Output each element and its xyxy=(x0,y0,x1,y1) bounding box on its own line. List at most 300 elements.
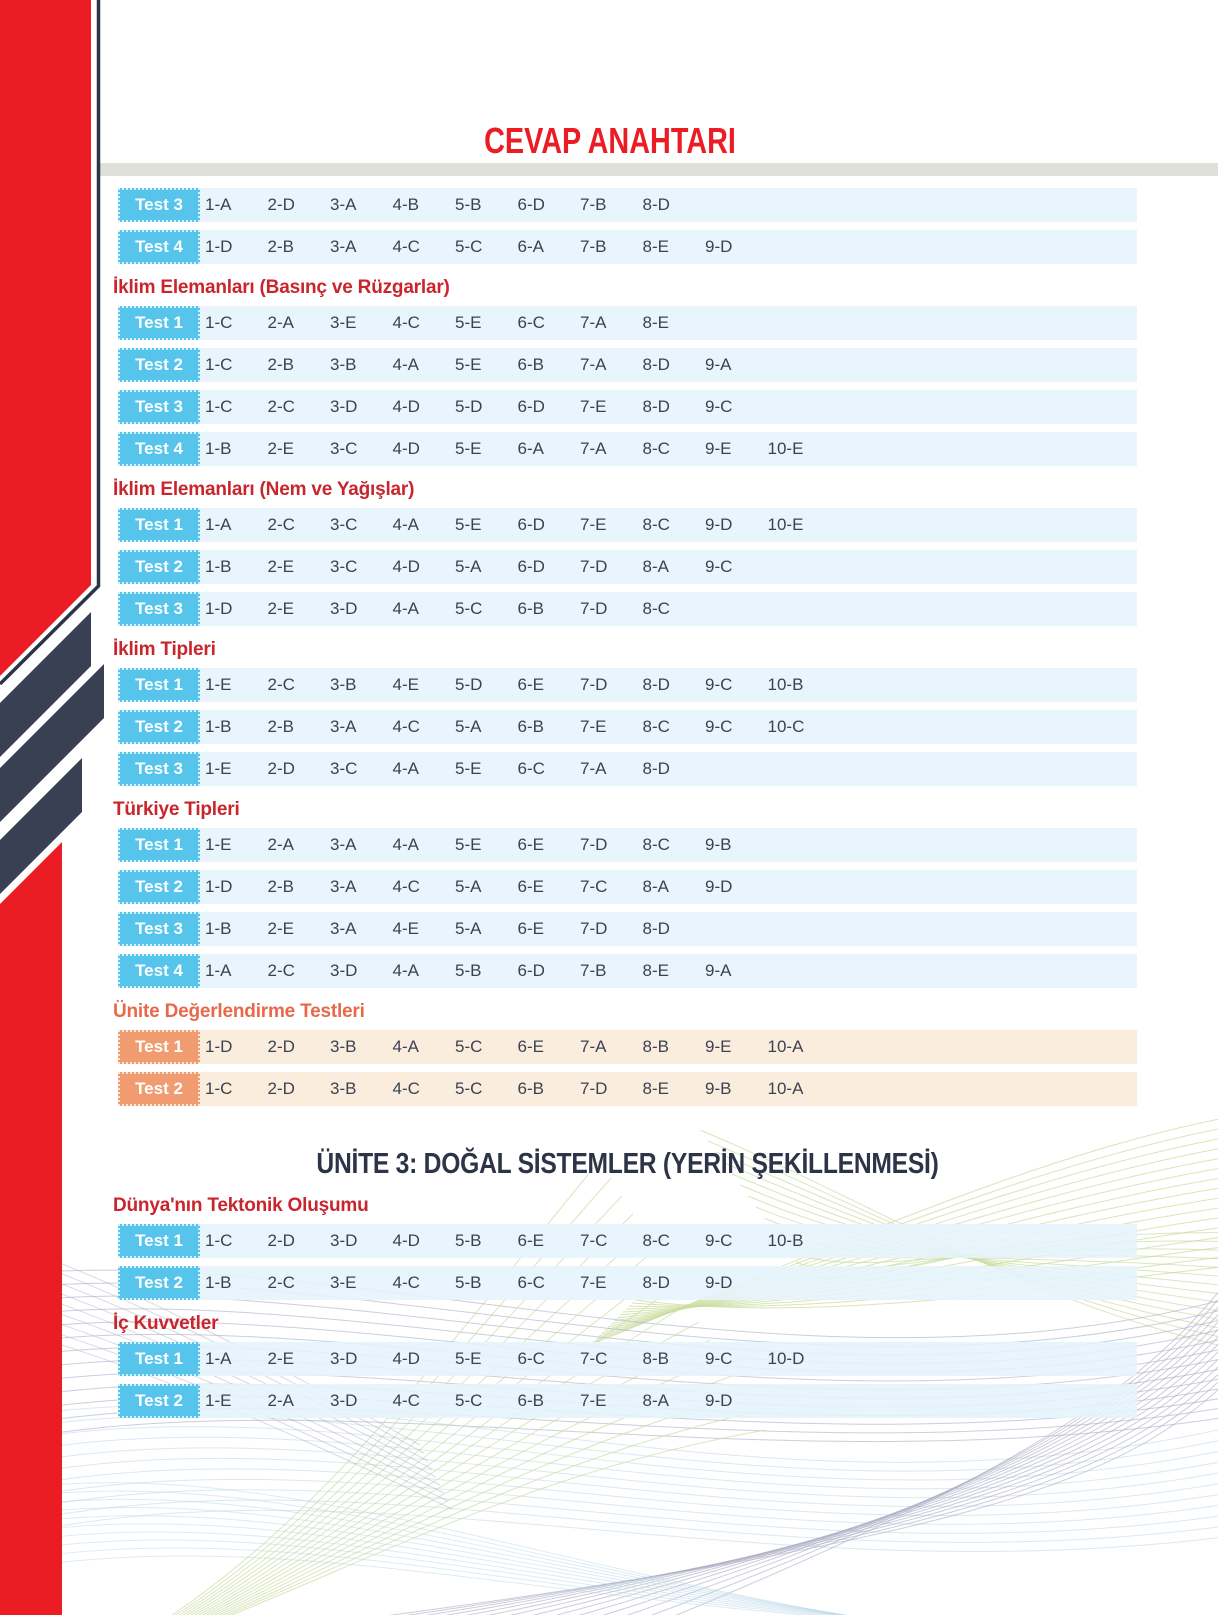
answer-cell: 3-D xyxy=(330,961,358,980)
answer-cell: 4-C xyxy=(392,313,420,332)
answer-cell: 2-E xyxy=(267,1349,294,1368)
answer-cell: 5-E xyxy=(455,1349,482,1368)
answer-cell: 1-D xyxy=(205,599,233,618)
wave-line xyxy=(0,1490,1218,1534)
answer-cell: 5-C xyxy=(455,1037,483,1056)
answer-cell: 8-D xyxy=(642,919,670,938)
title-divider xyxy=(100,163,1218,176)
answer-list xyxy=(200,710,830,744)
answer-cell: 10-A xyxy=(767,1079,804,1098)
answer-cell: 1-E xyxy=(205,759,232,778)
wave-line xyxy=(195,1430,765,1615)
page-title: CEVAP ANAHTARI xyxy=(484,120,736,161)
answer-cell: 1-D xyxy=(205,1037,233,1056)
answer-cell: 8-B xyxy=(642,1349,669,1368)
wave-line xyxy=(0,1491,906,1615)
answer-cell: 8-C xyxy=(642,1231,670,1250)
answer-cell: 9-B xyxy=(705,1079,732,1098)
test-row xyxy=(118,1384,1137,1418)
wave-line xyxy=(0,1500,1218,1542)
answer-cell: 1-E xyxy=(205,1391,232,1410)
red-band-bottom xyxy=(0,842,62,1615)
answer-cell: 2-D xyxy=(267,1079,295,1098)
answer-list xyxy=(200,668,830,702)
wave-line xyxy=(192,1412,754,1615)
answer-list xyxy=(200,752,705,786)
answer-cell: 6-A xyxy=(517,439,544,458)
test-label: Test 1 xyxy=(118,1224,200,1258)
answer-cell: 9-C xyxy=(705,717,733,736)
answer-cell: 4-C xyxy=(392,1079,420,1098)
answer-cell: 9-C xyxy=(705,557,733,576)
test-row xyxy=(118,508,1137,542)
answer-cell: 5-E xyxy=(455,313,482,332)
answer-cell: 8-D xyxy=(642,355,670,374)
answer-cell: 7-E xyxy=(580,717,607,736)
answer-cell: 7-E xyxy=(580,515,607,534)
answer-cell: 8-C xyxy=(642,515,670,534)
answer-cell: 3-A xyxy=(330,919,357,938)
answer-cell: 1-C xyxy=(205,397,233,416)
test-row xyxy=(118,954,1137,988)
answer-cell: 8-B xyxy=(642,1037,669,1056)
answer-cell: 7-D xyxy=(580,557,608,576)
answer-cell: 8-E xyxy=(642,1079,669,1098)
wave-line xyxy=(0,1556,954,1615)
answer-cell: 7-C xyxy=(580,877,608,896)
answer-cell: 10-B xyxy=(767,1231,804,1250)
answer-cell: 3-B xyxy=(330,1037,357,1056)
test-row xyxy=(118,828,1137,862)
answer-cell: 9-D xyxy=(705,1273,733,1292)
answer-cell: 5-C xyxy=(455,1391,483,1410)
answer-cell: 4-A xyxy=(392,599,419,618)
unit-title: ÜNİTE 3: DOĞAL SİSTEMLER (YERİN ŞEKİLLENMESİ) xyxy=(316,1148,939,1180)
answer-cell: 5-A xyxy=(455,919,482,938)
section-heading: İklim Tipleri xyxy=(113,639,216,660)
answer-cell: 7-A xyxy=(580,355,607,374)
answer-list xyxy=(200,230,768,264)
answer-cell: 2-C xyxy=(267,1273,295,1292)
answer-cell: 9-B xyxy=(705,835,732,854)
section-heading: Türkiye Tipleri xyxy=(113,799,240,820)
answer-cell: 6-B xyxy=(517,355,544,374)
answer-cell: 9-D xyxy=(705,877,733,896)
answer-cell: 10-D xyxy=(767,1349,805,1368)
answer-cell: 4-D xyxy=(392,1231,420,1250)
test-label: Test 3 xyxy=(118,752,200,786)
answer-cell: 4-E xyxy=(392,919,419,938)
section-heading: İklim Elemanları (Basınç ve Rüzgarlar) xyxy=(113,277,450,298)
test-label: Test 3 xyxy=(118,912,200,946)
answer-cell: 5-C xyxy=(455,237,483,256)
test-label: Test 2 xyxy=(118,1072,200,1106)
test-label: Test 1 xyxy=(118,1342,200,1376)
answer-cell: 5-E xyxy=(455,515,482,534)
answer-cell: 1-C xyxy=(205,355,233,374)
answer-cell: 1-E xyxy=(205,835,232,854)
test-row xyxy=(118,306,1137,340)
answer-cell: 5-C xyxy=(455,1079,483,1098)
test-label: Test 2 xyxy=(118,550,200,584)
wave-line xyxy=(0,1483,900,1615)
test-row xyxy=(118,550,1137,584)
answer-cell: 6-B xyxy=(517,599,544,618)
answer-cell: 7-E xyxy=(580,1391,607,1410)
test-row xyxy=(118,668,1137,702)
answer-cell: 3-D xyxy=(330,599,358,618)
wave-line xyxy=(0,1540,942,1615)
answer-cell: 7-B xyxy=(580,961,607,980)
answer-cell: 5-D xyxy=(455,397,483,416)
answer-cell: 6-B xyxy=(517,1391,544,1410)
answer-cell: 6-D xyxy=(517,195,545,214)
answer-cell: 3-D xyxy=(330,1349,358,1368)
test-label: Test 4 xyxy=(118,432,200,466)
answer-cell: 6-D xyxy=(517,397,545,416)
answer-cell: 7-D xyxy=(580,919,608,938)
answer-cell: 6-E xyxy=(517,675,544,694)
answer-cell: 1-D xyxy=(205,877,233,896)
answer-cell: 3-E xyxy=(330,1273,357,1292)
answer-cell: 2-A xyxy=(267,835,294,854)
answer-list xyxy=(200,912,705,946)
answer-cell: 8-C xyxy=(642,835,670,854)
answer-cell: 3-B xyxy=(330,355,357,374)
answer-cell: 6-E xyxy=(517,835,544,854)
answer-cell: 9-D xyxy=(705,515,733,534)
answer-cell: 4-D xyxy=(392,1349,420,1368)
answer-cell: 2-C xyxy=(267,515,295,534)
answer-cell: 5-C xyxy=(455,599,483,618)
answer-cell: 7-B xyxy=(580,195,607,214)
test-label: Test 2 xyxy=(118,710,200,744)
answer-cell: 2-D xyxy=(267,759,295,778)
answer-cell: 1-B xyxy=(205,1273,232,1292)
answer-cell: 2-B xyxy=(267,717,294,736)
test-label: Test 1 xyxy=(118,668,200,702)
wave-line xyxy=(0,1508,918,1615)
answer-cell: 9-C xyxy=(705,1231,733,1250)
wave-line xyxy=(0,1469,1218,1516)
test-row xyxy=(118,1224,1137,1258)
answer-cell: 6-E xyxy=(517,919,544,938)
test-row xyxy=(118,230,1137,264)
answer-cell: 10-C xyxy=(767,717,805,736)
unit3-sections xyxy=(113,1195,1137,1418)
test-label: Test 2 xyxy=(118,1266,200,1300)
test-row xyxy=(118,1266,1137,1300)
answer-cell: 9-A xyxy=(705,961,732,980)
answer-list xyxy=(200,1342,830,1376)
test-label: Test 3 xyxy=(118,188,200,222)
answer-list xyxy=(200,348,768,382)
answer-cell: 6-D xyxy=(517,515,545,534)
answer-cell: 2-C xyxy=(267,675,295,694)
wave-line xyxy=(0,1427,1218,1480)
answer-cell: 1-C xyxy=(205,313,233,332)
answer-cell: 2-C xyxy=(267,961,295,980)
answer-cell: 3-A xyxy=(330,877,357,896)
answer-cell: 2-B xyxy=(267,237,294,256)
answer-cell: 6-B xyxy=(517,717,544,736)
answer-cell: 8-A xyxy=(642,557,669,576)
answer-cell: 1-B xyxy=(205,717,232,736)
answer-cell: 8-C xyxy=(642,439,670,458)
answer-cell: 1-A xyxy=(205,195,232,214)
answer-list xyxy=(200,188,705,222)
answer-cell: 7-D xyxy=(580,599,608,618)
test-label: Test 1 xyxy=(118,828,200,862)
wave-line xyxy=(0,1458,1218,1506)
wave-line xyxy=(0,1548,948,1615)
answer-list xyxy=(200,306,705,340)
answer-cell: 2-E xyxy=(267,439,294,458)
answer-cell: 2-E xyxy=(267,557,294,576)
answer-cell: 6-B xyxy=(517,1079,544,1098)
answer-cell: 8-E xyxy=(642,313,669,332)
wave-line xyxy=(0,1499,912,1615)
answer-cell: 7-A xyxy=(580,759,607,778)
answer-cell: 7-C xyxy=(580,1231,608,1250)
test-label: Test 2 xyxy=(118,348,200,382)
test-label: Test 2 xyxy=(118,1384,200,1418)
test-label: Test 1 xyxy=(118,508,200,542)
answer-cell: 4-D xyxy=(392,397,420,416)
answer-cell: 2-B xyxy=(267,877,294,896)
red-band-top xyxy=(0,0,91,676)
test-row xyxy=(118,348,1137,382)
answer-list xyxy=(200,954,768,988)
test-label: Test 2 xyxy=(118,870,200,904)
answer-cell: 6-C xyxy=(517,313,545,332)
answer-cell: 4-A xyxy=(392,355,419,374)
answer-key-content xyxy=(113,185,1137,1426)
answer-cell: 4-A xyxy=(392,515,419,534)
answer-cell: 2-D xyxy=(267,195,295,214)
answer-list xyxy=(200,508,830,542)
answer-cell: 4-B xyxy=(392,195,419,214)
answer-cell: 6-D xyxy=(517,961,545,980)
answer-cell: 5-E xyxy=(455,439,482,458)
answer-list xyxy=(200,1224,830,1258)
answer-cell: 4-E xyxy=(392,675,419,694)
answer-cell: 5-B xyxy=(455,1273,482,1292)
test-row xyxy=(118,912,1137,946)
answer-cell: 3-C xyxy=(330,515,358,534)
answer-list xyxy=(200,1030,830,1064)
answer-cell: 9-C xyxy=(705,1349,733,1368)
answer-cell: 3-C xyxy=(330,439,358,458)
answer-cell: 4-D xyxy=(392,439,420,458)
answer-cell: 6-E xyxy=(517,1231,544,1250)
answer-cell: 8-A xyxy=(642,877,669,896)
answer-cell: 1-B xyxy=(205,557,232,576)
answer-cell: 6-E xyxy=(517,877,544,896)
left-decoration xyxy=(0,0,130,1615)
test-row xyxy=(118,188,1137,222)
answer-cell: 4-A xyxy=(392,835,419,854)
answer-cell: 6-C xyxy=(517,1349,545,1368)
answer-cell: 1-C xyxy=(205,1079,233,1098)
wave-line xyxy=(0,1448,1218,1498)
wave-line xyxy=(0,1532,936,1615)
answer-cell: 10-A xyxy=(767,1037,804,1056)
answer-cell: 4-C xyxy=(392,237,420,256)
answer-cell: 3-A xyxy=(330,717,357,736)
answer-cell: 1-A xyxy=(205,1349,232,1368)
answer-cell: 4-C xyxy=(392,717,420,736)
answer-cell: 5-A xyxy=(455,877,482,896)
answer-cell: 7-A xyxy=(580,313,607,332)
wave-line xyxy=(189,1394,743,1615)
answer-cell: 7-D xyxy=(580,675,608,694)
answer-cell: 3-A xyxy=(330,237,357,256)
test-row xyxy=(118,390,1137,424)
answer-cell: 5-A xyxy=(455,557,482,576)
answer-cell: 7-E xyxy=(580,397,607,416)
test-row xyxy=(118,592,1137,626)
answer-cell: 5-B xyxy=(455,195,482,214)
answer-list xyxy=(200,1072,830,1106)
test-row xyxy=(118,710,1137,744)
unit2-sections xyxy=(113,188,1137,1106)
wave-line xyxy=(0,1510,1218,1551)
answer-cell: 4-A xyxy=(392,961,419,980)
test-row xyxy=(118,1342,1137,1376)
answer-cell: 2-C xyxy=(267,397,295,416)
answer-list xyxy=(200,432,830,466)
test-label: Test 3 xyxy=(118,390,200,424)
section-heading: İklim Elemanları (Nem ve Yağışlar) xyxy=(113,479,415,500)
answer-cell: 6-A xyxy=(517,237,544,256)
answer-cell: 9-A xyxy=(705,355,732,374)
answer-cell: 2-E xyxy=(267,599,294,618)
answer-cell: 10-E xyxy=(767,439,804,458)
answer-cell: 10-E xyxy=(767,515,804,534)
answer-cell: 3-E xyxy=(330,313,357,332)
answer-cell: 1-B xyxy=(205,439,232,458)
answer-cell: 8-D xyxy=(642,1273,670,1292)
answer-cell: 7-D xyxy=(580,1079,608,1098)
answer-list xyxy=(200,550,768,584)
answer-cell: 5-B xyxy=(455,1231,482,1250)
answer-cell: 3-C xyxy=(330,759,358,778)
answer-cell: 4-C xyxy=(392,1273,420,1292)
answer-cell: 6-C xyxy=(517,759,545,778)
answer-cell: 2-E xyxy=(267,919,294,938)
answer-cell: 6-C xyxy=(517,1273,545,1292)
answer-cell: 3-C xyxy=(330,557,358,576)
answer-cell: 4-C xyxy=(392,1391,420,1410)
answer-cell: 8-D xyxy=(642,195,670,214)
test-label: Test 4 xyxy=(118,954,200,988)
answer-cell: 9-E xyxy=(705,1037,732,1056)
answer-cell: 4-A xyxy=(392,1037,419,1056)
answer-list xyxy=(200,592,705,626)
answer-cell: 3-A xyxy=(330,195,357,214)
test-label: Test 3 xyxy=(118,592,200,626)
answer-cell: 2-B xyxy=(267,355,294,374)
answer-cell: 8-E xyxy=(642,237,669,256)
answer-cell: 8-E xyxy=(642,961,669,980)
answer-cell: 5-D xyxy=(455,675,483,694)
test-label: Test 1 xyxy=(118,1030,200,1064)
answer-cell: 4-C xyxy=(392,877,420,896)
answer-cell: 7-A xyxy=(580,439,607,458)
answer-cell: 2-A xyxy=(267,313,294,332)
answer-cell: 4-D xyxy=(392,557,420,576)
wave-line xyxy=(0,1437,1218,1489)
answer-cell: 6-E xyxy=(517,1037,544,1056)
answer-cell: 3-B xyxy=(330,675,357,694)
answer-cell: 1-A xyxy=(205,961,232,980)
answer-cell: 9-C xyxy=(705,397,733,416)
answer-cell: 6-D xyxy=(517,557,545,576)
answer-cell: 5-E xyxy=(455,835,482,854)
test-label: Test 1 xyxy=(118,306,200,340)
answer-cell: 5-E xyxy=(455,759,482,778)
answer-cell: 9-D xyxy=(705,1391,733,1410)
answer-list xyxy=(200,870,768,904)
wave-line xyxy=(0,1524,930,1615)
test-label: Test 4 xyxy=(118,230,200,264)
test-row xyxy=(118,1072,1137,1106)
answer-cell: 2-D xyxy=(267,1231,295,1250)
answer-cell: 5-A xyxy=(455,717,482,736)
answer-cell: 7-D xyxy=(580,835,608,854)
section-heading: Dünya'nın Tektonik Oluşumu xyxy=(113,1195,369,1216)
wave-line xyxy=(0,1479,1218,1524)
answer-cell: 3-D xyxy=(330,397,358,416)
test-row xyxy=(118,1030,1137,1064)
answer-cell: 9-E xyxy=(705,439,732,458)
answer-cell: 7-B xyxy=(580,237,607,256)
answer-list xyxy=(200,828,768,862)
answer-cell: 3-B xyxy=(330,1079,357,1098)
answer-list xyxy=(200,1384,768,1418)
answer-cell: 2-A xyxy=(267,1391,294,1410)
answer-cell: 8-A xyxy=(642,1391,669,1410)
answer-cell: 4-A xyxy=(392,759,419,778)
answer-cell: 8-C xyxy=(642,717,670,736)
section-heading: Ünite Değerlendirme Testleri xyxy=(113,1001,365,1022)
answer-cell: 5-E xyxy=(455,355,482,374)
answer-cell: 1-B xyxy=(205,919,232,938)
test-row xyxy=(118,752,1137,786)
answer-cell: 10-B xyxy=(767,675,804,694)
test-row xyxy=(118,870,1137,904)
answer-cell: 1-A xyxy=(205,515,232,534)
answer-cell: 8-D xyxy=(642,675,670,694)
answer-cell: 3-A xyxy=(330,835,357,854)
answer-cell: 5-B xyxy=(455,961,482,980)
answer-cell: 7-E xyxy=(580,1273,607,1292)
answer-cell: 9-D xyxy=(705,237,733,256)
answer-cell: 8-D xyxy=(642,397,670,416)
wave-line xyxy=(0,1516,924,1615)
answer-cell: 9-C xyxy=(705,675,733,694)
answer-cell: 1-E xyxy=(205,675,232,694)
section-heading: İç Kuvvetler xyxy=(113,1313,219,1334)
answer-cell: 8-C xyxy=(642,599,670,618)
answer-cell: 8-D xyxy=(642,759,670,778)
answer-cell: 3-D xyxy=(330,1391,358,1410)
answer-cell: 7-A xyxy=(580,1037,607,1056)
answer-list xyxy=(200,1266,768,1300)
answer-cell: 1-C xyxy=(205,1231,233,1250)
answer-list xyxy=(200,390,768,424)
